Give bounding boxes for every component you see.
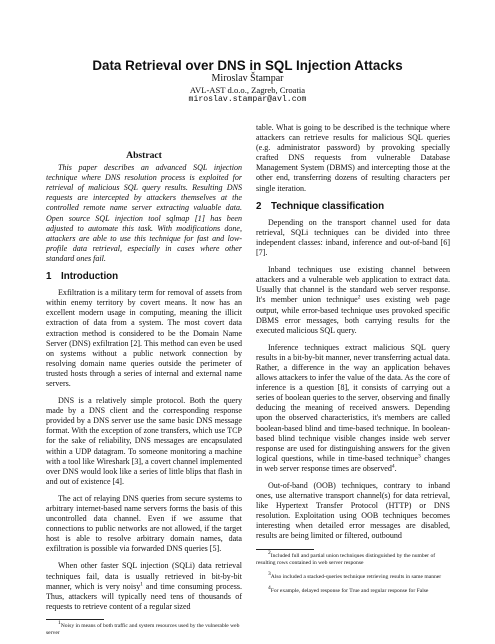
intro-paragraph-4-part-a: When other faster SQL injection (SQLi) data retrieval techniques fail, data is usually retrieved in bit-by-bit manner, which is very noisy [46, 561, 242, 591]
author-name: Miroslav Štampar [211, 73, 284, 84]
intro-paragraph-4-part-b: and time consuming process. Thus, attackers will typically need tens of thousands of requests to retrieve content of a regular sized [46, 581, 242, 611]
footnote-4 [256, 584, 450, 595]
section-1-number: 1 [46, 271, 52, 283]
left-column [46, 151, 242, 644]
intro-paragraph-1: Exfiltration is a military term for removal of assets from within enemy territory by covert means. It now has an excellent modern usage in computing, meaning the illicit extraction of data from a system. The most covert data extraction method is considered to be the Domain Name Server (DNS) exfiltration [2]. This method can even be used on systems without a public network connection by resolving domain name queries outside the perimeter of trusted hosts through a series of internal and external name servers. [46, 288, 242, 388]
footnote-divider [256, 549, 314, 550]
intro-paragraph-4 [46, 561, 242, 611]
continued-paragraph: table. What is going to be described is the technique where attackers can retrieve results for malicious SQL queries (e.g. administrator password) by provoking specially crafted DNS requests from vulnerable Database Management System (DBMS) and intercepting those at the other end, transferring dozens of resulting characters per single iteration. [256, 123, 450, 193]
footnote-ref-4: 4 [391, 463, 395, 470]
section-2-title: Technique classification [271, 200, 385, 212]
footnote-4-text: For example, delayed response for True and regular response for False [270, 587, 429, 594]
footnote-ref-3: 3 [417, 453, 421, 460]
classification-paragraph-2-part-b: uses existing web page output, while error-based technique uses provoked specific DBMS error messages, both carrying results for the executed malicious SQL query. [256, 295, 450, 335]
abstract-heading: Abstract [126, 150, 162, 161]
footnote-3-mark: 3 [268, 570, 271, 577]
section-2-number: 2 [256, 200, 262, 212]
footnote-2-text: Included full and partial union techniques distinguished by the number of resulting rows contained in web server response [256, 552, 436, 566]
footnote-2 [256, 549, 450, 567]
section-2-heading [256, 202, 450, 212]
classification-paragraph-2-part-a: Inband techniques use existing channel between attackers and a vulnerable web application to extract data. Usually that channel is the standard web server response. It's member union technique [256, 265, 450, 305]
intro-paragraph-3: The act of relaying DNS queries from secure systems to arbitrary internet-based name servers forms the basis of this uncontrolled data channel. Even if we assume that connections to public networks are not allowed, if the target host is able to resolve arbitrary domain names, data exfiltration is possible via forwarded DNS queries [5]. [46, 493, 242, 554]
footnote-1-mark: 1 [58, 620, 61, 627]
classification-paragraph-3-part-a: Inference techniques extract malicious SQL query results in a bit-by-bit manner, never transferring actual data. Rather, a difference in the way an application behaves allows attackers to infer the value of the data. As the core of inference is a question [8], it consists of carrying out a series of boolean queries to the server, observing and finally deducing the meaning of received answers. Depending upon the observed characteristics, it's members are called boolean-based blind and time-based technique. In boolean-based blind technique visible changes inside web server response are used for distinguishing answers for the given logical questions, while in time-based technique [256, 342, 450, 463]
author-email[interactable]: miroslav.stampar@avl.com [188, 95, 307, 104]
classification-paragraph-2 [256, 265, 450, 336]
paper-title: Data Retrieval over DNS in SQL Injection Attacks [92, 58, 403, 73]
footnote-4-mark: 4 [268, 584, 271, 591]
right-column [256, 123, 450, 602]
footnote-ref-2: 2 [357, 294, 361, 301]
classification-paragraph-3-part-c: . [394, 463, 397, 473]
footnote-ref-1: 1 [140, 580, 143, 587]
classification-paragraph-4: Out-of-band (OOB) techniques, contrary to inband ones, use alternative transport channel(s) for data retrieval, like Hypertext Transfer Protocol (HTTP) or DNS resolution. Exploitation using OOB techniques becomes interesting when detailed error messages are disabled, results are being limited or filtered, outbound [256, 481, 450, 541]
footnote-1 [46, 620, 242, 637]
abstract-text: This paper describes an advanced SQL injection technique where DNS resolution process is exploited for retrieval of malicious SQL query results. Resulting DNS requests are intercepted by attackers themselves at the controlled remote name server extracting valuable data. Open source SQL injection tool sqlmap [1] has been adjusted to automate this task. With modifications done, attackers are able to use this technique for fast and low-profile data retrieval, especially in cases where other standard ones fail. [46, 163, 242, 263]
footnote-2-mark: 2 [268, 549, 271, 556]
footnote-1-text: Noisy in means of both traffic and system resources used by the vulnerable web server [46, 622, 240, 636]
footnote-divider [46, 619, 104, 620]
footnote-3 [256, 570, 450, 581]
footnote-3-text: Also included a stacked-queries technique retrieving results in same manner [270, 573, 442, 580]
classification-paragraph-3-part-b: changes in web server response times are observed [256, 453, 450, 473]
author-affiliation: AVL-AST d.o.o., Zagreb, Croatia [189, 85, 306, 95]
classification-paragraph-3 [256, 343, 450, 474]
classification-paragraph-1: Depending on the transport channel used for data retrieval, SQLi techniques can be divided into three independent classes: inband, inference and out-of-band [6][7]. [256, 217, 450, 258]
section-1-heading [46, 272, 242, 282]
section-1-title: Introduction [61, 271, 119, 283]
intro-paragraph-2: DNS is a relatively simple protocol. Both the query made by a DNS client and the corresponding response provided by a DNS server use the same basic DNS message format. With the exception of zone transfers, which use TCP for the sake of reliability, DNS messages are encapsulated within a UDP datagram. To someone monitoring a machine with a tool like Wireshark [3], a covert channel implemented over DNS would look like a series of little blips that flash in and out of existence [4]. [46, 396, 242, 486]
